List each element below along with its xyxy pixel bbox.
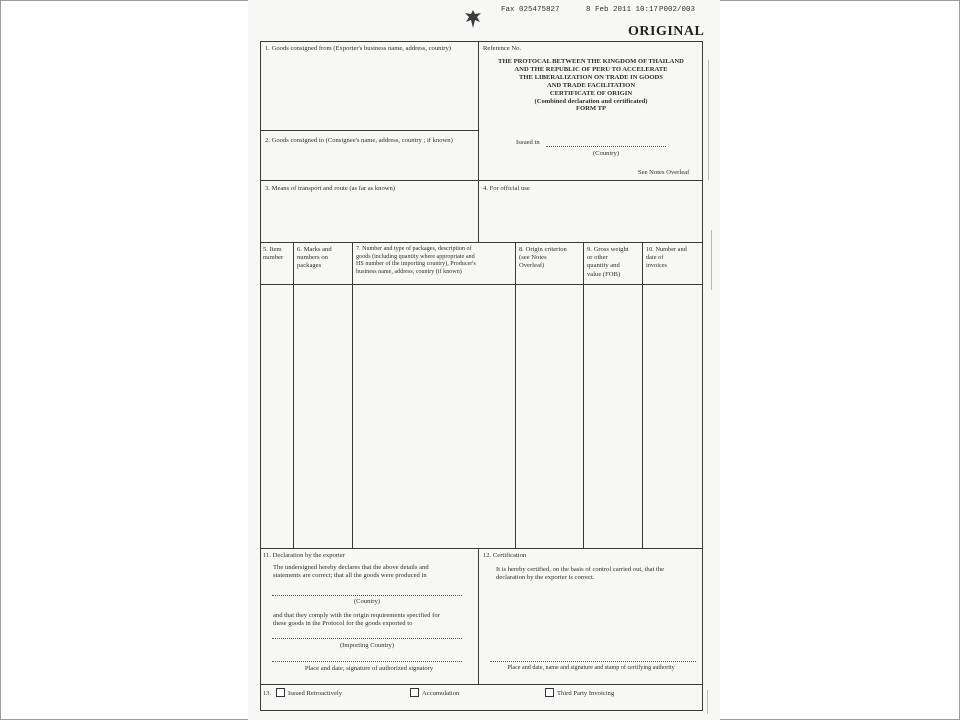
box13-top <box>260 684 703 685</box>
third-party-invoicing-checkbox[interactable] <box>545 688 554 697</box>
third-party-invoicing-label: Third Party Invoicing <box>557 690 615 697</box>
title-line: AND THE REPUBLIC OF PERU TO ACCELERATE <box>514 65 668 73</box>
col6-line: 6. Marks and <box>297 246 332 253</box>
col7-header <box>356 246 514 276</box>
fax-page: P002/003 <box>659 6 696 14</box>
authority-signature-line <box>490 661 696 662</box>
form-bottom-border <box>260 710 703 711</box>
col6-line: packages <box>297 262 322 270</box>
col5-line: 5. Item <box>263 246 282 253</box>
produced-in-line <box>272 595 462 596</box>
title-line: THE PROTOCAL BETWEEN THE KINGDOM OF THAILAND <box>498 58 684 65</box>
exporter-signature-line <box>272 661 462 662</box>
box13-label: 13. <box>263 690 272 697</box>
title-line: (Combined declaration and certificated) <box>534 97 648 105</box>
box4-label: 4. For official use <box>483 185 530 192</box>
col9-line: value (FOB) <box>587 270 621 278</box>
col10-line: date of <box>646 253 664 261</box>
accumulation-label: Accumulation <box>422 690 460 697</box>
box11-12-divider <box>478 548 479 684</box>
scan-noise <box>707 690 708 714</box>
box11-label: 11. Declaration by the exporter <box>263 552 345 559</box>
box12-para <box>496 566 701 582</box>
box2-label: 2. Goods consigned to (Consignee's name, address, country ; if known) <box>265 137 453 144</box>
exported-to-line <box>272 638 462 639</box>
box11-para2 <box>273 612 477 628</box>
box11-place-date: Place and date, signature of authorized signatory <box>304 665 434 672</box>
reference-label: Reference No. <box>483 45 522 52</box>
col8-line: (see Notes <box>519 254 547 262</box>
col10-divider <box>642 242 643 548</box>
title-line: FORM TP <box>575 105 607 113</box>
issued-country-label: (Country) <box>592 150 619 157</box>
col9-divider <box>583 242 584 548</box>
form-top-border <box>260 41 703 42</box>
title-line: CERTIFICATE OF ORIGIN <box>549 89 633 97</box>
col7-line: 7. Number and type of packages, description of <box>356 246 472 252</box>
box11-para1 <box>273 564 477 580</box>
col8-header <box>519 246 581 271</box>
fax-date: 8 Feb 2011 10:17 <box>586 6 659 14</box>
col8-divider <box>515 242 516 548</box>
scan-noise <box>711 230 712 290</box>
col10-line: 10. Number and <box>646 246 687 253</box>
garuda-emblem-icon <box>462 8 484 30</box>
box3-label: 3. Means of transport and route (as far as known) <box>265 185 396 192</box>
box12-place-date: Place and date, name and signature and stamp of certifying authority <box>507 665 675 671</box>
scan-noise <box>708 60 709 180</box>
box11-para1-line: statements are correct; that all the goods were produced in <box>273 572 427 580</box>
box1-label: 1. Goods consigned from (Exporter's business name, address, country) <box>265 45 451 52</box>
table-bottom <box>260 548 703 549</box>
col7-divider <box>352 242 353 548</box>
box2-bottom <box>260 180 703 181</box>
top-divider-vertical <box>478 41 479 242</box>
issued-retroactively-label: Issued Retroactively <box>288 690 343 697</box>
col8-line: Overleaf) <box>519 262 545 270</box>
header-row-bottom <box>260 284 703 285</box>
col9-line: quantity and <box>587 262 620 270</box>
box12-label: 12. Certification <box>483 552 527 559</box>
accumulation-checkbox[interactable] <box>410 688 419 697</box>
col9-line: 9. Gross weight <box>587 246 629 253</box>
issued-in-label: Issued in <box>516 139 540 146</box>
col9-header <box>587 246 642 279</box>
box11-para1-line: The undersigned hereby declares that the above details and <box>273 564 429 571</box>
box11-importing-country: (Importing Country) <box>339 642 395 649</box>
fax-number: Fax 025475827 <box>501 6 560 14</box>
box12-para-line: It is hereby certified, on the basis of control carried out, that the <box>496 566 665 573</box>
form-left-border <box>260 41 261 711</box>
issued-retroactively-checkbox[interactable] <box>276 688 285 697</box>
form-right-border <box>702 41 703 711</box>
col7-line: HS number of the importing country), Producer's <box>356 261 476 268</box>
col9-line: or other <box>587 254 608 262</box>
box12-para-line: declaration by the exporter is correct. <box>496 574 595 582</box>
col10-line: invoices <box>646 261 667 269</box>
title-line: AND TRADE FACILITATION <box>546 81 636 89</box>
box11-country: (Country) <box>353 598 380 605</box>
col8-line: 8. Origin criterion <box>519 246 567 253</box>
issued-in-line <box>546 146 666 147</box>
col7-line: goods (including quantity where appropriate and <box>356 253 475 260</box>
col7-line: business name, address, country (if known) <box>356 268 462 275</box>
box11-para2-line: and that they comply with the origin requirements specified for <box>273 612 440 619</box>
col6-line: numbers on <box>297 254 328 262</box>
certificate-title <box>482 58 700 113</box>
box3-bottom <box>260 242 703 243</box>
col5-line: number <box>263 254 284 262</box>
title-line: THE LIBERALIZATION ON TRADE IN GOODS <box>519 73 663 81</box>
col6-divider <box>293 242 294 548</box>
box11-para2-line: these goods in the Protocol for the goods exported to <box>273 620 413 628</box>
box1-bottom <box>260 130 478 131</box>
col6-header <box>297 246 352 271</box>
see-notes-label: See Notes Overleaf <box>638 169 690 176</box>
col5-header <box>263 246 293 262</box>
original-label: ORIGINAL <box>628 24 705 39</box>
col10-header <box>646 246 702 270</box>
